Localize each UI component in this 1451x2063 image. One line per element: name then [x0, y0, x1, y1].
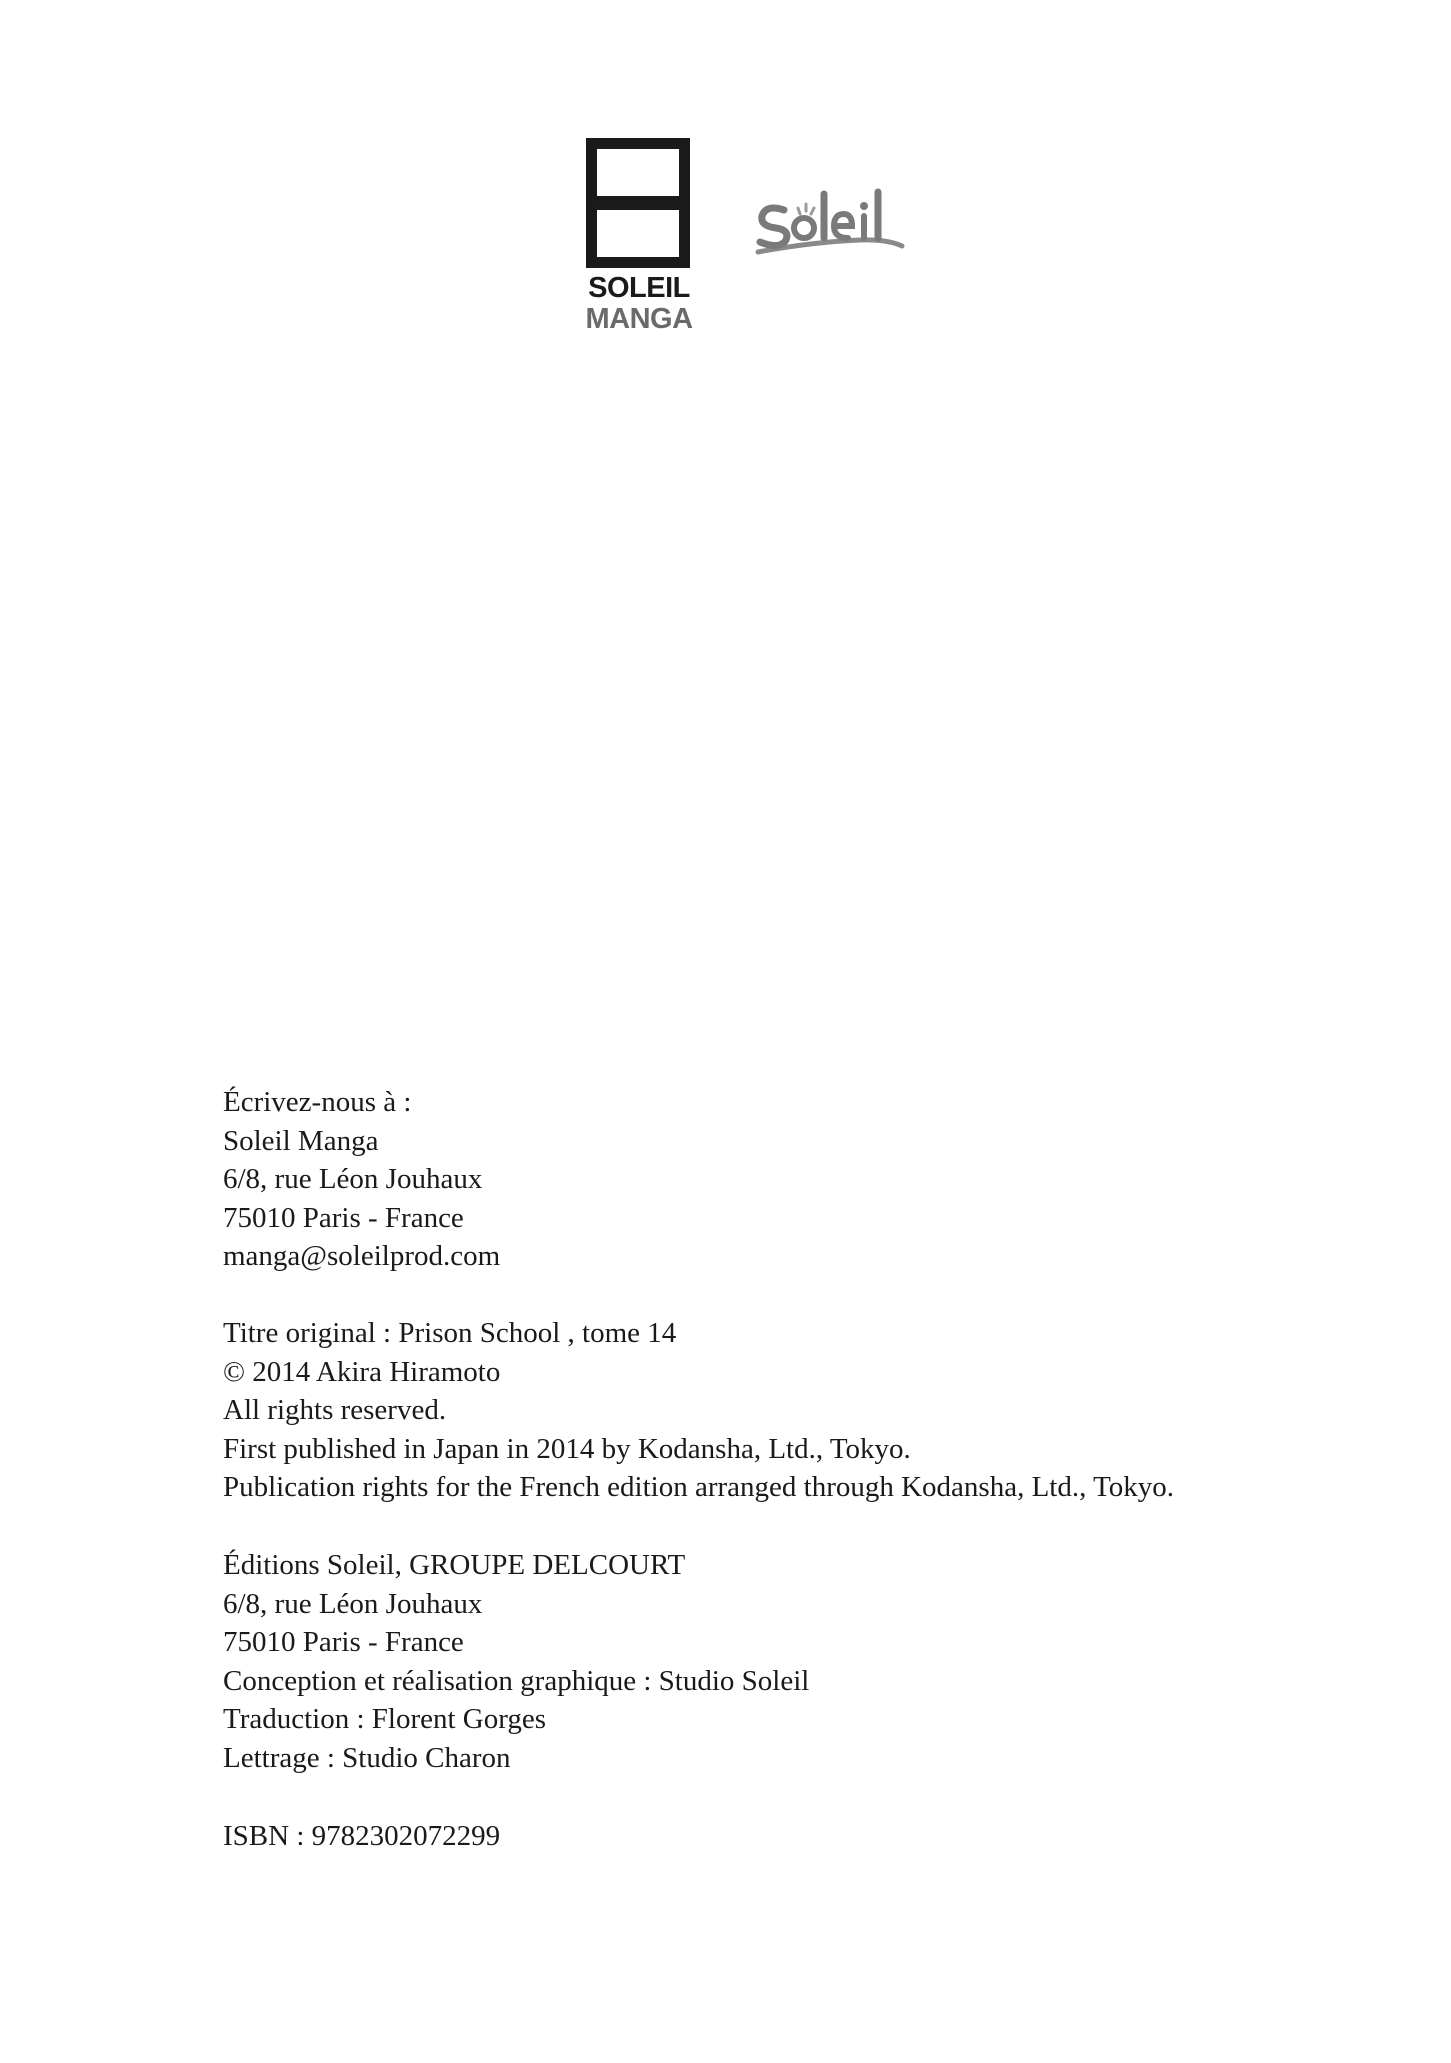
original-title-line: Titre original : Prison School , tome 14 [223, 1317, 677, 1349]
isbn-line: ISBN : 9782302072299 [223, 1820, 501, 1852]
soleil-manga-logo [584, 138, 694, 333]
publisher-line: Éditions Soleil, GROUPE DELCOURT [223, 1549, 686, 1581]
publisher-address-line: 75010 Paris - France [223, 1626, 464, 1659]
contact-line: Soleil Manga [223, 1124, 379, 1157]
contact-email: manga@soleilprod.com [223, 1240, 501, 1273]
contact-line: Écrivez-nous à : [223, 1086, 412, 1118]
contact-block [223, 1083, 500, 1276]
isbn-block [223, 1817, 500, 1856]
rights-line: Publication rights for the French edition arranged through Kodansha, Ltd., Tokyo. [223, 1471, 1175, 1504]
rights-block [223, 1314, 1174, 1507]
soleil-wordmark-logo [752, 180, 907, 270]
publisher-address-line: 6/8, rue Léon Jouhaux [223, 1587, 483, 1620]
contact-line: 6/8, rue Léon Jouhaux [223, 1163, 483, 1196]
contact-line: 75010 Paris - France [223, 1201, 464, 1234]
logo-text-manga: MANGA [585, 303, 693, 335]
copyright-line: © 2014 Akira Hiramoto [223, 1355, 501, 1388]
rights-line: All rights reserved. [223, 1394, 447, 1427]
editions-block [223, 1546, 809, 1778]
kanji-sun-logo-icon [586, 138, 690, 268]
lettering-credit-line: Lettrage : Studio Charon [223, 1741, 511, 1774]
logo-text-soleil: SOLEIL [588, 272, 690, 304]
rights-line: First published in Japan in 2014 by Kodansha, Ltd., Tokyo. [223, 1432, 911, 1465]
translation-credit-line: Traduction : Florent Gorges [223, 1703, 547, 1736]
design-credit-line: Conception et réalisation graphique : Studio Soleil [223, 1664, 810, 1697]
